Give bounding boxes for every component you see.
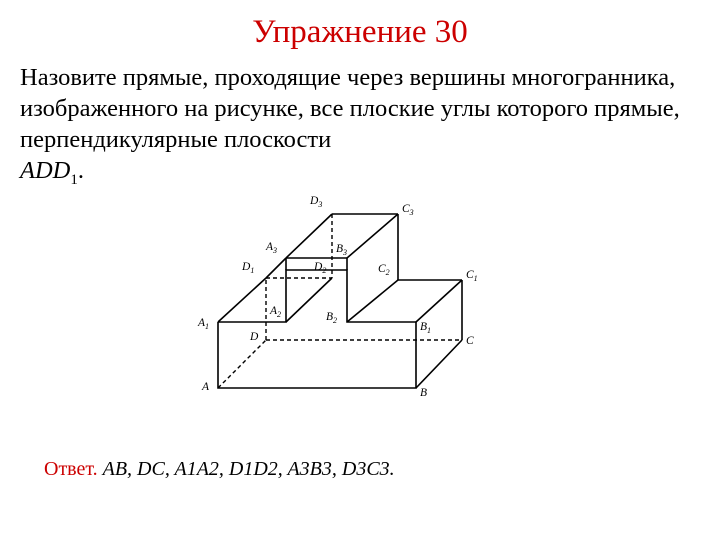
answer-value: AB, DC, A1A2, D1D2, A3B3, D3C3. [102,458,395,480]
label-B3: $B_3$ [336,243,348,257]
label-C3: $C_3$ [402,203,414,217]
label-B1: $B_1$ [420,321,432,335]
label-A: A [202,381,210,393]
label-A2: $A_2$ [270,305,282,319]
problem-statement: Назовите прямые, проходящие через вершины многогранника, изображенного на рисунке, все плоские углы которого прямые, перпендикулярные плоскости $ADD_1$. [20,64,680,188]
front-face [218,270,416,388]
label-A1: $A_1$ [198,317,210,331]
edge-A-D [218,340,266,388]
answer-label: Ответ. [44,458,98,480]
plane-name: $ADD_1$ [20,157,78,188]
label-A3: $A_3$ [266,241,278,255]
label-D2: $D_2$ [314,261,327,275]
label-B2: $B_2$ [326,311,338,325]
label-D1: $D_1$ [242,261,255,275]
edge-B1-C1 [416,280,462,322]
polyhedron-figure [190,190,500,400]
label-C1: $C_1$ [466,269,478,283]
label-B: B [420,387,428,399]
edge-B-C [416,340,462,388]
statement-text: Назовите прямые, проходящие через вершины многогранника, изображенного на рисунке, все плоские углы которого прямые, перпендикулярные плоскости [20,64,680,153]
slide-title: Упражнение 30 [252,14,468,50]
label-C2: $C_2$ [378,263,390,277]
label-C: C [466,335,474,347]
hidden-edges [218,214,462,388]
edge-A1-D1 [218,278,266,322]
edge-D1-A3 [266,258,286,278]
answer-line [44,458,395,481]
edge-B2-C2 [347,280,398,322]
edge-A3-D3 [286,214,332,258]
visible-edges [218,214,462,388]
label-D3: $D_3$ [310,195,323,209]
edge-B3-C3 [347,214,398,258]
label-D: D [250,331,259,343]
